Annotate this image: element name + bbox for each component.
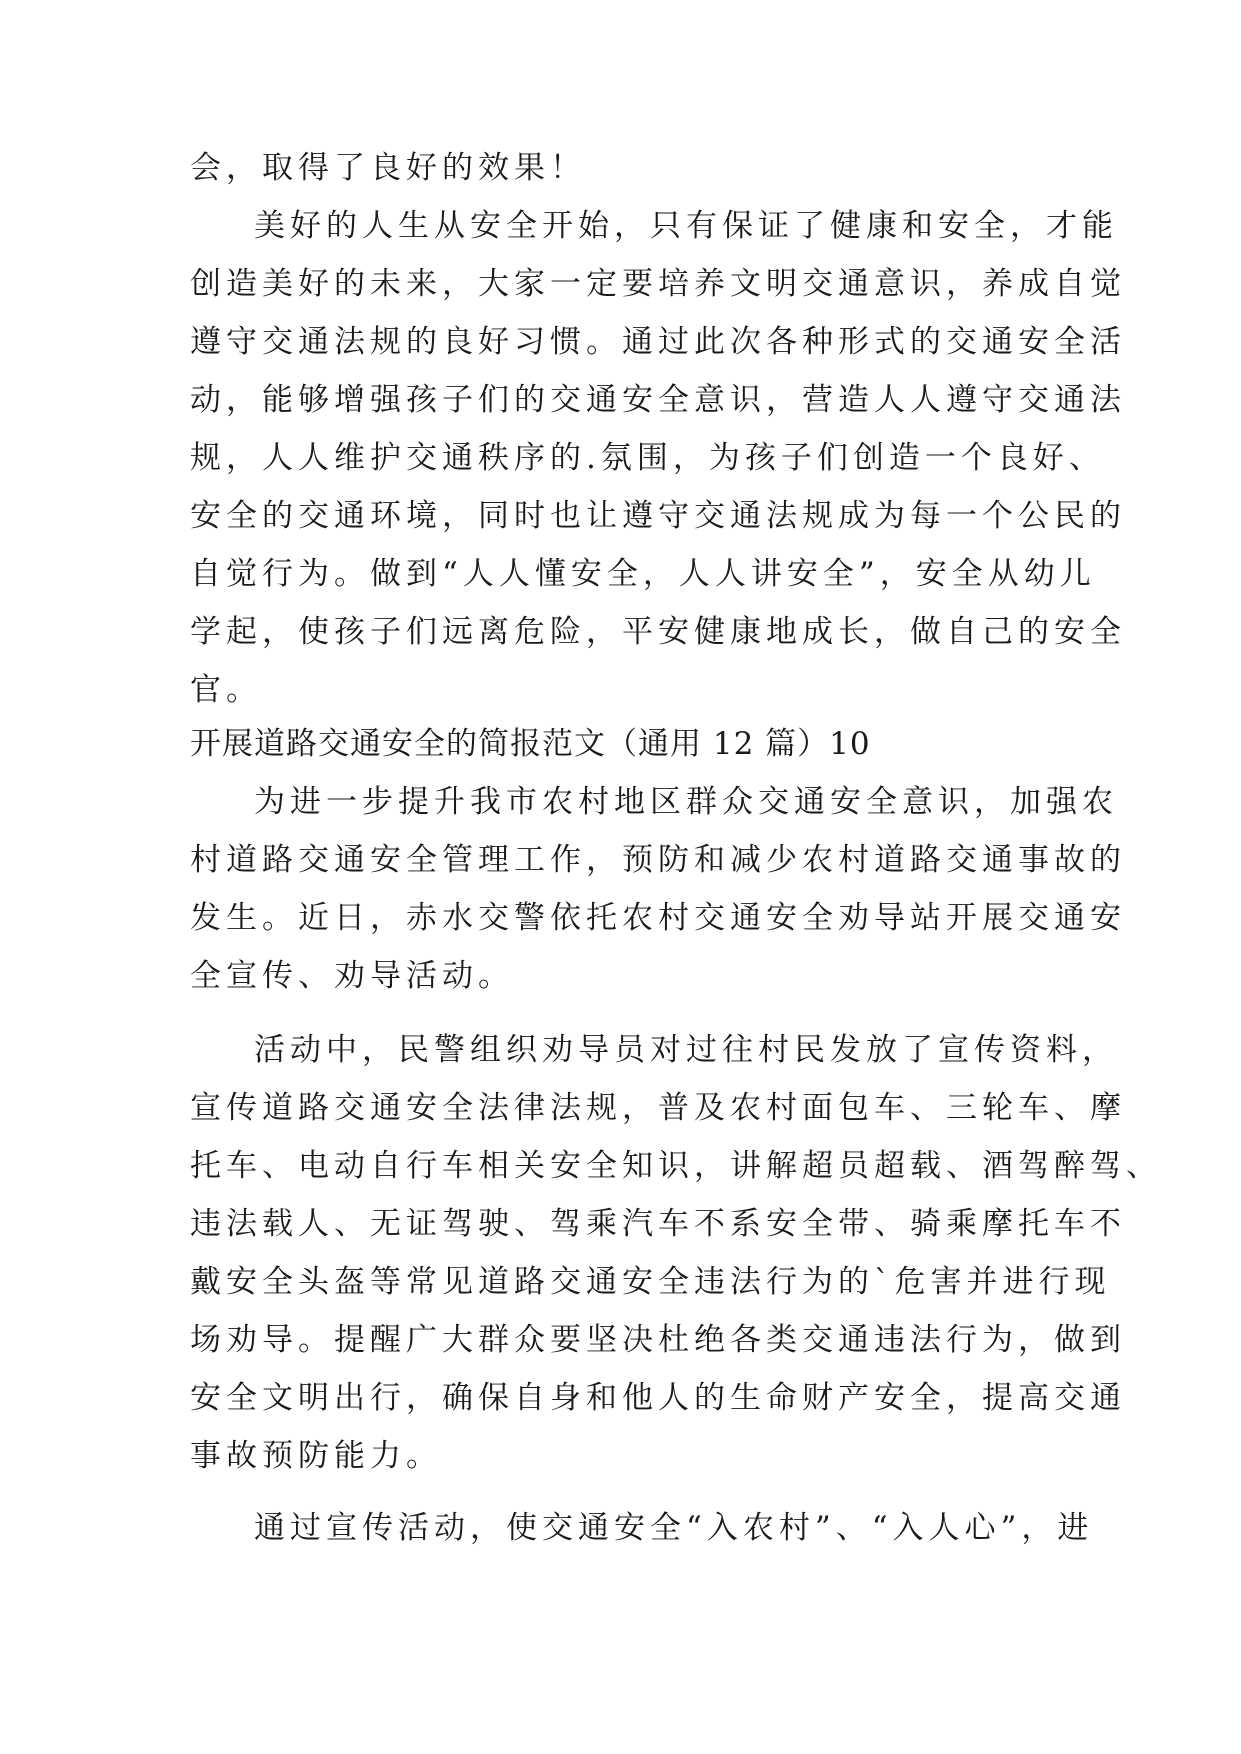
body-text-line: 学起，使孩子们远离危险，平安健康地成长，做自己的安全	[190, 614, 1126, 650]
body-text-line: 村道路交通安全管理工作，预防和减少农村道路交通事故的	[190, 842, 1126, 878]
body-text-line: 自觉行为。做到“人人懂安全，人人讲安全”，安全从幼儿	[190, 556, 1096, 592]
paragraph-first-line: 活动中，民警组织劝导员对过往村民发放了宣传资料，	[254, 1032, 1118, 1068]
section-heading: 开展道路交通安全的简报范文（通用 12 篇）10	[190, 726, 871, 762]
paragraph-first-line: 美好的人生从安全开始，只有保证了健康和安全，才能	[254, 208, 1118, 244]
paragraph-first-line: 通过宣传活动，使交通安全“入农村”、“入人心”，进	[254, 1510, 1094, 1546]
body-text-line: 会，取得了良好的效果！	[190, 150, 586, 186]
body-text-line: 规，人人维护交通秩序的.氛围，为孩子们创造一个良好、	[190, 440, 1105, 476]
body-text-line: 安全的交通环境，同时也让遵守交通法规成为每一个公民的	[190, 498, 1126, 534]
body-text-line: 创造美好的未来，大家一定要培养文明交通意识，养成自觉	[190, 266, 1126, 302]
body-text-line: 发生。近日，赤水交警依托农村交通安全劝导站开展交通安	[190, 900, 1126, 936]
body-text-line: 安全文明出行，确保自身和他人的生命财产安全，提高交通	[190, 1380, 1126, 1416]
body-text-line: 动，能够增强孩子们的交通安全意识，营造人人遵守交通法	[190, 382, 1126, 418]
body-text-line: 违法载人、无证驾驶、驾乘汽车不系安全带、骑乘摩托车不	[190, 1206, 1126, 1242]
body-text-line: 戴安全头盔等常见道路交通安全违法行为的`危害并进行现	[190, 1264, 1111, 1300]
body-text-line: 宣传道路交通安全法律法规，普及农村面包车、三轮车、摩	[190, 1090, 1126, 1126]
body-text-line: 官。	[190, 672, 262, 708]
body-text-line: 事故预防能力。	[190, 1438, 442, 1474]
paragraph-first-line: 为进一步提升我市农村地区群众交通安全意识，加强农	[254, 784, 1118, 820]
body-text-line: 托车、电动自行车相关安全知识，讲解超员超载、酒驾醉驾、	[190, 1148, 1162, 1184]
body-text-line: 遵守交通法规的良好习惯。通过此次各种形式的交通安全活	[190, 324, 1126, 360]
body-text-line: 全宣传、劝导活动。	[190, 958, 514, 994]
body-text-line: 场劝导。提醒广大群众要坚决杜绝各类交通违法行为，做到	[190, 1322, 1126, 1358]
